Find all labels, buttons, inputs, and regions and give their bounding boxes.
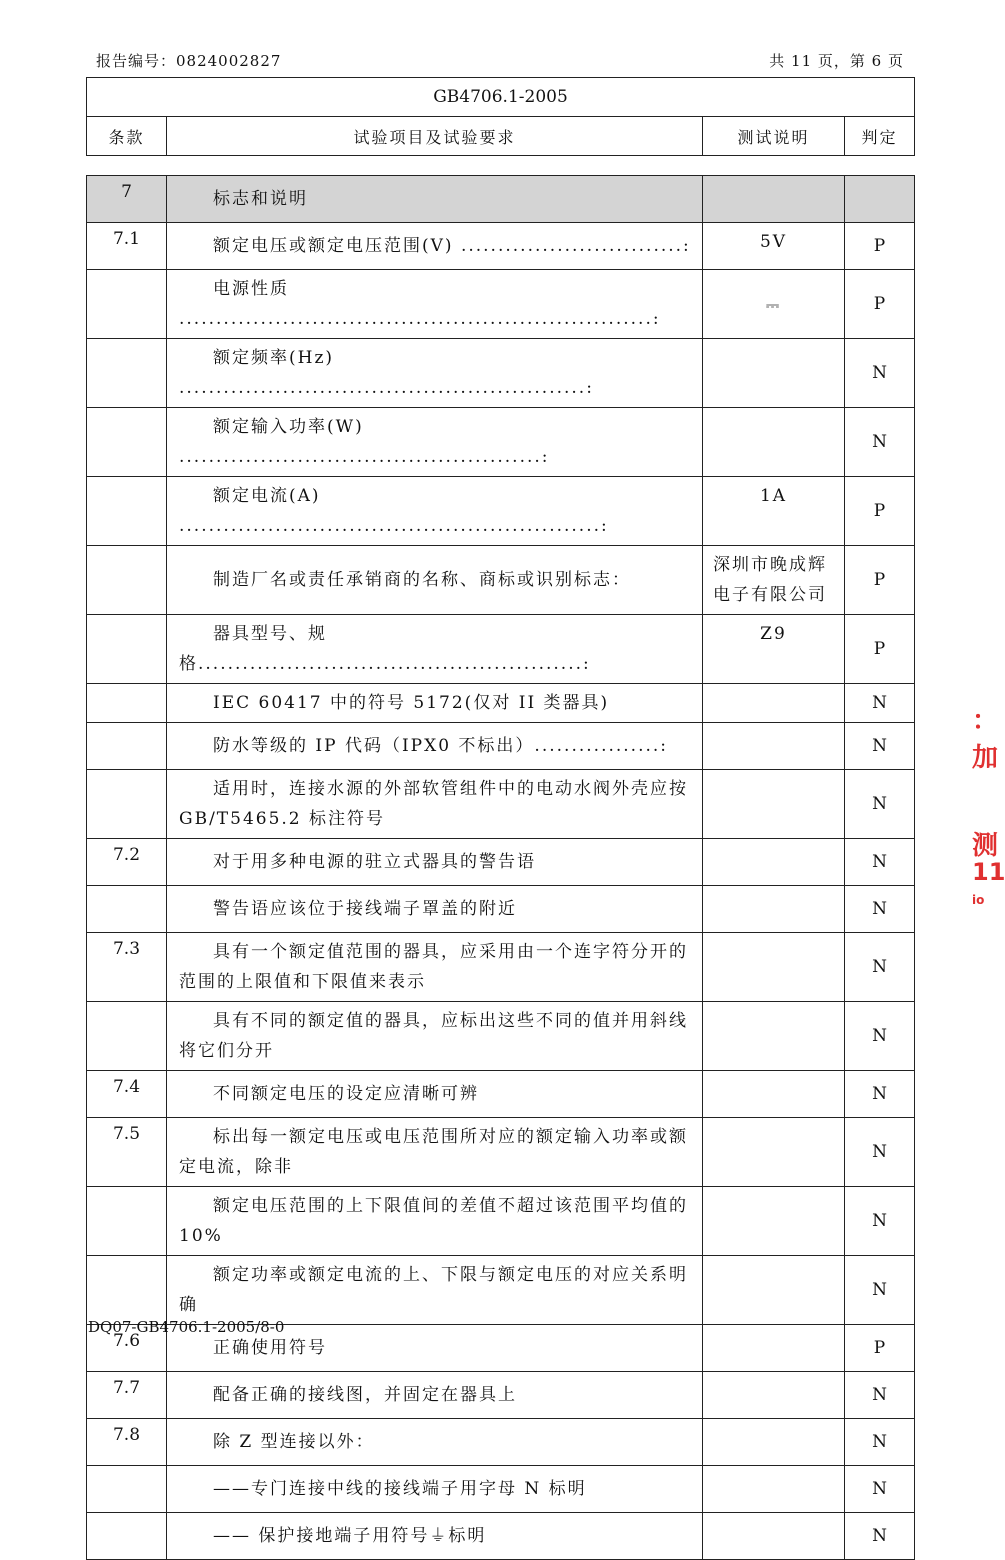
item-text: 对于用多种电源的驻立式器具的警告语 bbox=[213, 852, 536, 872]
clause-cell bbox=[87, 477, 167, 546]
clause-cell bbox=[87, 1256, 167, 1325]
item-cell bbox=[167, 615, 703, 684]
note-cell bbox=[703, 1325, 845, 1372]
col-result-header: 判定 bbox=[845, 117, 915, 156]
result-cell: N bbox=[845, 339, 915, 408]
result-cell: N bbox=[845, 1466, 915, 1513]
table-row bbox=[87, 223, 915, 270]
clause-cell bbox=[87, 1002, 167, 1071]
item-cell bbox=[167, 339, 703, 408]
clause-cell bbox=[87, 886, 167, 933]
note-cell bbox=[703, 770, 845, 839]
note-cell bbox=[703, 1419, 845, 1466]
note-cell bbox=[703, 684, 845, 723]
note-cell bbox=[703, 408, 845, 477]
item-text: 正确使用符号 bbox=[213, 1338, 327, 1358]
clause-cell: 7.8 bbox=[87, 1419, 167, 1466]
note-cell bbox=[703, 839, 845, 886]
result-cell: N bbox=[845, 408, 915, 477]
result-cell: P bbox=[845, 546, 915, 615]
note-cell bbox=[703, 1466, 845, 1513]
result-cell: N bbox=[845, 839, 915, 886]
item-text: 额定电流(A) .........................................................: bbox=[179, 486, 609, 536]
item-text: 额定电压范围的上下限值间的差值不超过该范围平均值的10% bbox=[179, 1196, 688, 1246]
item-text: 防水等级的 IP 代码（IPX0 不标出）.................: bbox=[213, 736, 669, 756]
clause-cell bbox=[87, 684, 167, 723]
table-row bbox=[87, 1419, 915, 1466]
result-cell: P bbox=[845, 1325, 915, 1372]
item-cell bbox=[167, 839, 703, 886]
clause-cell bbox=[87, 1466, 167, 1513]
clause-cell: 7.5 bbox=[87, 1118, 167, 1187]
table-row bbox=[87, 684, 915, 723]
item-cell bbox=[167, 477, 703, 546]
note-cell bbox=[703, 933, 845, 1002]
result-cell: N bbox=[845, 684, 915, 723]
clause-cell bbox=[87, 723, 167, 770]
result-cell: N bbox=[845, 1071, 915, 1118]
note-cell: 1A bbox=[703, 477, 845, 546]
result-cell: N bbox=[845, 1256, 915, 1325]
table-row bbox=[87, 1002, 915, 1071]
item-text: 标出每一额定电压或电压范围所对应的额定输入功率或额定电流，除非 bbox=[179, 1127, 688, 1177]
item-text: 配备正确的接线图，并固定在器具上 bbox=[213, 1385, 517, 1405]
note-cell bbox=[703, 886, 845, 933]
table-row bbox=[87, 270, 915, 339]
result-cell: N bbox=[845, 723, 915, 770]
item-text: 额定频率(Hz) .......................................................: bbox=[179, 348, 594, 398]
note-cell bbox=[703, 723, 845, 770]
item-cell bbox=[167, 546, 703, 615]
report-number: 报告编号：0824002827 bbox=[96, 52, 282, 70]
result-cell: N bbox=[845, 770, 915, 839]
page-info: 共 11 页，第 6 页 bbox=[769, 52, 904, 70]
section-row bbox=[87, 176, 915, 223]
section-title: 标志和说明 bbox=[167, 176, 703, 223]
result-cell: N bbox=[845, 1118, 915, 1187]
item-text: —— 保护接地端子用符号⏚标明 bbox=[213, 1526, 487, 1546]
result-cell: N bbox=[845, 1187, 915, 1256]
table-row bbox=[87, 886, 915, 933]
result-cell: N bbox=[845, 886, 915, 933]
item-text: 不同额定电压的设定应清晰可辨 bbox=[213, 1084, 479, 1104]
clause-cell: 7.4 bbox=[87, 1071, 167, 1118]
header-table bbox=[86, 77, 915, 156]
note-cell bbox=[703, 1187, 845, 1256]
stamp-fragment: io bbox=[972, 893, 985, 907]
form-code: DQ07-GB4706.1-2005/8-0 bbox=[88, 1318, 285, 1336]
note-cell: ⎓ bbox=[703, 270, 845, 339]
clause-cell bbox=[87, 408, 167, 477]
note-cell bbox=[703, 1002, 845, 1071]
item-text: 制造厂名或责任承销商的名称、商标或识别标志： bbox=[213, 570, 631, 590]
note-cell: 深圳市晚成辉电子有限公司 bbox=[703, 546, 845, 615]
item-cell bbox=[167, 1002, 703, 1071]
table-row bbox=[87, 1118, 915, 1187]
table-row bbox=[87, 339, 915, 408]
result-cell: N bbox=[845, 1419, 915, 1466]
item-cell bbox=[167, 684, 703, 723]
clause-cell bbox=[87, 270, 167, 339]
clause-cell: 7.6 bbox=[87, 1325, 167, 1372]
standard-title: GB4706.1-2005 bbox=[87, 78, 915, 117]
clause-cell: 7.2 bbox=[87, 839, 167, 886]
note-cell bbox=[703, 339, 845, 408]
clause-cell bbox=[87, 615, 167, 684]
result-cell: P bbox=[845, 223, 915, 270]
test-items-table bbox=[86, 175, 915, 1560]
item-cell bbox=[167, 1466, 703, 1513]
clause-cell: 7.3 bbox=[87, 933, 167, 1002]
table-row bbox=[87, 1256, 915, 1325]
item-cell bbox=[167, 1071, 703, 1118]
note-cell bbox=[703, 1256, 845, 1325]
table-row bbox=[87, 546, 915, 615]
result-cell: N bbox=[845, 1002, 915, 1071]
clause-cell bbox=[87, 339, 167, 408]
stamp-fragment: 测 bbox=[972, 831, 999, 861]
section-note bbox=[703, 176, 845, 223]
table-row bbox=[87, 1466, 915, 1513]
item-text: 电源性质 ................................................................: bbox=[179, 279, 661, 329]
clause-cell bbox=[87, 1513, 167, 1560]
table-row bbox=[87, 1513, 915, 1560]
item-text: IEC 60417 中的符号 5172(仅对 II 类器具) bbox=[213, 693, 610, 713]
table-row bbox=[87, 477, 915, 546]
note-cell bbox=[703, 1372, 845, 1419]
item-cell bbox=[167, 408, 703, 477]
item-text: 除 Z 型连接以外： bbox=[213, 1432, 375, 1452]
item-cell bbox=[167, 1187, 703, 1256]
item-text: 警告语应该位于接线端子罩盖的附近 bbox=[213, 899, 517, 919]
item-text: ——专门连接中线的接线端子用字母 N 标明 bbox=[213, 1479, 587, 1499]
table-row bbox=[87, 933, 915, 1002]
col-clause-header: 条款 bbox=[87, 117, 167, 156]
result-cell: N bbox=[845, 1372, 915, 1419]
item-cell bbox=[167, 270, 703, 339]
stamp-fragment: ：加 bbox=[972, 706, 999, 773]
item-cell bbox=[167, 723, 703, 770]
note-cell: Z9 bbox=[703, 615, 845, 684]
item-text: 额定输入功率(W) .................................................: bbox=[179, 417, 550, 467]
clause-cell bbox=[87, 546, 167, 615]
item-cell bbox=[167, 223, 703, 270]
section-result bbox=[845, 176, 915, 223]
table-row bbox=[87, 408, 915, 477]
table-row bbox=[87, 1372, 915, 1419]
result-cell: P bbox=[845, 615, 915, 684]
col-item-header: 试验项目及试验要求 bbox=[167, 117, 703, 156]
item-text: 具有一个额定值范围的器具，应采用由一个连字符分开的范围的上限值和下限值来表示 bbox=[179, 942, 688, 992]
item-text: 器具型号、规格....................................................: bbox=[179, 624, 591, 674]
item-cell bbox=[167, 770, 703, 839]
result-cell: P bbox=[845, 270, 915, 339]
clause-cell bbox=[87, 770, 167, 839]
clause-cell: 7.7 bbox=[87, 1372, 167, 1419]
col-note-header: 测试说明 bbox=[703, 117, 845, 156]
note-cell: 5V bbox=[703, 223, 845, 270]
clause-cell: 7.1 bbox=[87, 223, 167, 270]
section-clause: 7 bbox=[87, 176, 167, 223]
item-cell bbox=[167, 933, 703, 1002]
item-text: 额定电压或额定电压范围(V) ..............................: bbox=[213, 236, 691, 256]
result-cell: N bbox=[845, 933, 915, 1002]
item-cell bbox=[167, 886, 703, 933]
note-cell bbox=[703, 1071, 845, 1118]
table-row bbox=[87, 839, 915, 886]
table-row bbox=[87, 615, 915, 684]
result-cell: P bbox=[845, 477, 915, 546]
table-row bbox=[87, 1071, 915, 1118]
item-text: 额定功率或额定电流的上、下限与额定电压的对应关系明确 bbox=[179, 1265, 688, 1315]
clause-cell bbox=[87, 1187, 167, 1256]
table-row bbox=[87, 723, 915, 770]
stamp-fragment: 11 bbox=[972, 858, 1005, 886]
item-cell bbox=[167, 1256, 703, 1325]
item-cell bbox=[167, 1118, 703, 1187]
item-cell bbox=[167, 1372, 703, 1419]
table-row bbox=[87, 1187, 915, 1256]
item-text: 具有不同的额定值的器具，应标出这些不同的值并用斜线将它们分开 bbox=[179, 1011, 688, 1061]
result-cell: N bbox=[845, 1513, 915, 1560]
note-cell bbox=[703, 1118, 845, 1187]
item-cell bbox=[167, 1419, 703, 1466]
note-cell bbox=[703, 1513, 845, 1560]
table-row bbox=[87, 770, 915, 839]
item-text: 适用时，连接水源的外部软管组件中的电动水阀外壳应按 GB/T5465.2 标注符号 bbox=[179, 779, 688, 829]
item-cell bbox=[167, 1513, 703, 1560]
